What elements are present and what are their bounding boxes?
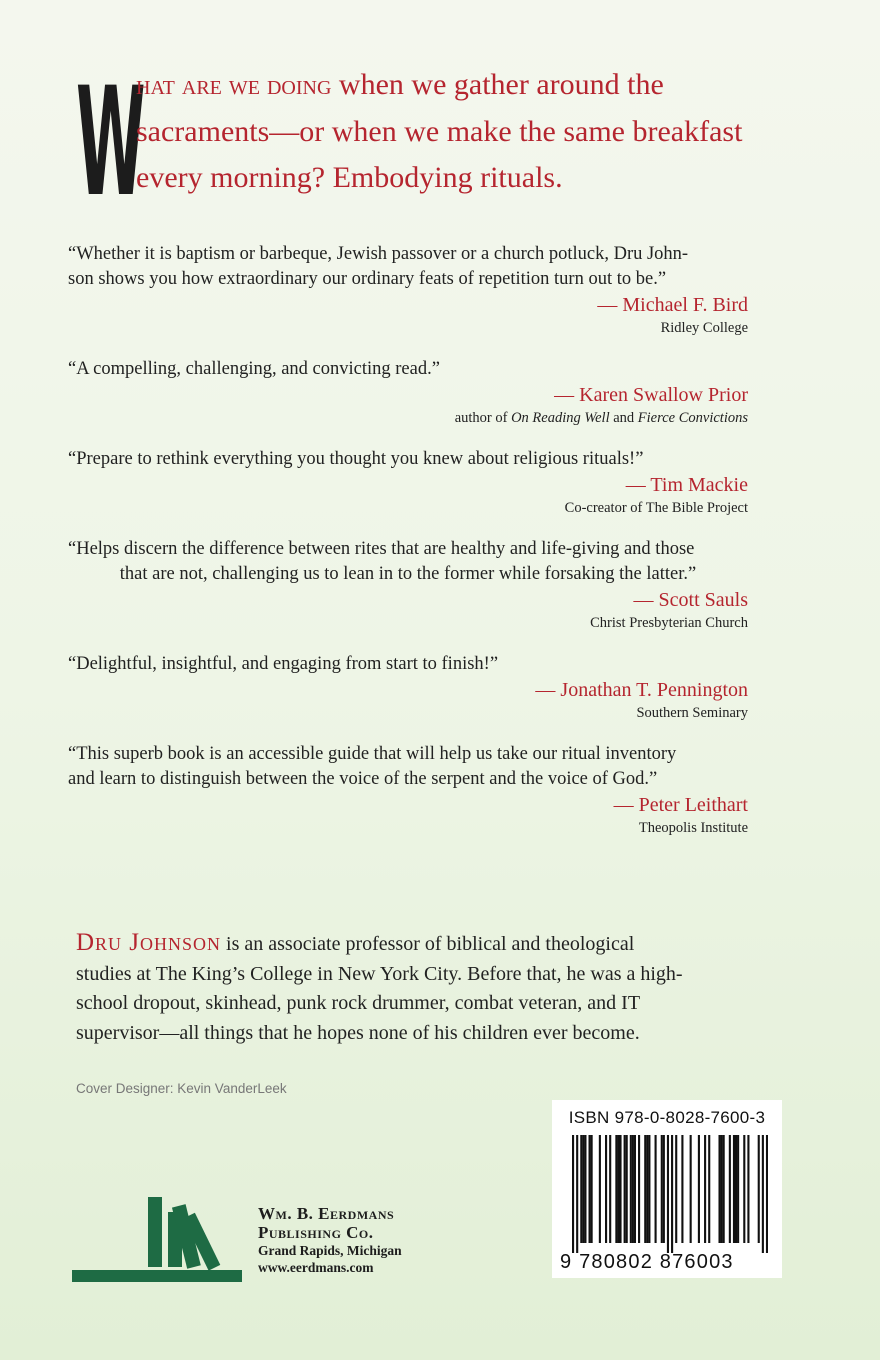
quote-text bbox=[68, 447, 748, 472]
barcode-bar bbox=[671, 1135, 673, 1253]
drop-cap-letter: W bbox=[76, 56, 145, 230]
attribution bbox=[68, 678, 748, 723]
barcode-bar bbox=[661, 1135, 663, 1243]
attribution bbox=[68, 293, 748, 338]
endorsement-pennington bbox=[68, 652, 748, 723]
endorsements bbox=[68, 242, 748, 857]
barcode-bar bbox=[648, 1135, 650, 1243]
barcode-bar bbox=[615, 1135, 617, 1243]
barcode-bar bbox=[718, 1135, 720, 1243]
affiliation-prefix: author of bbox=[454, 410, 512, 426]
publisher-info bbox=[258, 1204, 402, 1276]
barcode-bar bbox=[591, 1135, 593, 1243]
attribution bbox=[68, 473, 748, 518]
quote-line: “Whether it is baptism or barbeque, Jewish passover or a church potluck, Dru John- bbox=[68, 244, 689, 264]
intro-lead-small-caps: hat are we doing bbox=[136, 70, 332, 101]
barcode-bar bbox=[632, 1135, 634, 1243]
barcode-bar bbox=[747, 1135, 749, 1243]
barcode-digits: 9 780802 876003 bbox=[560, 1251, 734, 1273]
quote-text bbox=[68, 242, 748, 292]
endorsement-mackie bbox=[68, 447, 748, 518]
bio-line-3: school dropout, skinhead, punk rock drummer, combat veteran, and IT bbox=[76, 992, 641, 1014]
intro-line-1-rest: when we gather around the bbox=[331, 68, 664, 101]
publisher-name-line-1: Wm. B. Eerdmans bbox=[258, 1204, 395, 1223]
endorser-name: — Karen Swallow Prior bbox=[554, 384, 748, 406]
endorser-name: — Scott Sauls bbox=[633, 589, 748, 611]
barcode-bar bbox=[729, 1135, 731, 1243]
book-title: On Reading Well bbox=[511, 410, 610, 426]
barcode-bar bbox=[663, 1135, 665, 1243]
barcode-bar bbox=[743, 1135, 745, 1243]
barcode-bar bbox=[708, 1135, 710, 1243]
isbn-barcode bbox=[552, 1100, 782, 1278]
barcode-bar bbox=[605, 1135, 607, 1243]
barcode-bars bbox=[572, 1135, 768, 1253]
barcode-bar bbox=[630, 1135, 632, 1243]
endorser-name: — Michael F. Bird bbox=[597, 294, 748, 316]
bio-line-1 bbox=[76, 928, 776, 960]
endorser-name: — Tim Mackie bbox=[625, 474, 748, 496]
quote-text bbox=[68, 652, 748, 677]
attribution bbox=[68, 793, 748, 838]
barcode-bar bbox=[704, 1135, 706, 1243]
bio-line-4: supervisor—all things that he hopes none of his children ever become. bbox=[76, 1021, 640, 1044]
barcode-bar bbox=[733, 1135, 735, 1243]
quote-line: “A compelling, challenging, and convicting read.” bbox=[68, 359, 440, 379]
barcode-bar bbox=[580, 1135, 582, 1243]
endorsement-prior bbox=[68, 357, 748, 428]
barcode-bar bbox=[644, 1135, 646, 1243]
quote-text bbox=[68, 357, 748, 382]
quote-line: “Helps discern the difference between rites that are healthy and life-giving and those bbox=[68, 539, 695, 559]
barcode-bar bbox=[638, 1135, 640, 1243]
endorsement-bird bbox=[68, 242, 748, 338]
barcode-bar bbox=[576, 1135, 578, 1253]
quote-line: “This superb book is an accessible guide that will help us take our ritual inventory bbox=[68, 744, 677, 764]
affiliation-conjunction: and bbox=[609, 410, 638, 426]
quote-text bbox=[68, 537, 748, 587]
barcode-bar bbox=[723, 1135, 725, 1243]
intro-line-3: every morning? Embodying rituals. bbox=[136, 161, 563, 194]
barcode-bar bbox=[758, 1135, 760, 1243]
endorsement-sauls bbox=[68, 537, 748, 633]
quote-line: “Prepare to rethink everything you thought you knew about religious rituals!” bbox=[68, 449, 644, 469]
intro-line-1 bbox=[136, 62, 846, 109]
barcode-bar bbox=[690, 1135, 692, 1243]
barcode-bar bbox=[582, 1135, 584, 1243]
barcode-bar bbox=[698, 1135, 700, 1243]
intro-paragraph bbox=[136, 62, 846, 201]
endorser-affiliation: Christ Presbyterian Church bbox=[590, 615, 748, 631]
cover-designer-credit: Cover Designer: Kevin VanderLeek bbox=[76, 1081, 287, 1096]
barcode-bar bbox=[675, 1135, 677, 1243]
endorser-affiliation: Ridley College bbox=[660, 320, 748, 336]
quote-line: son shows you how extraordinary our ordinary feats of repetition turn out to be.” bbox=[68, 269, 667, 289]
barcode-bar bbox=[735, 1135, 737, 1243]
bio-line-2: studies at The King’s College in New York City. Before that, he was a high- bbox=[76, 962, 683, 985]
publisher-city: Grand Rapids, Michigan bbox=[258, 1243, 402, 1258]
isbn-label: ISBN 978-0-8028-7600-3 bbox=[568, 1108, 766, 1127]
endorser-affiliation: Southern Seminary bbox=[636, 705, 748, 721]
intro-line-2: sacraments—or when we make the same breakfast bbox=[136, 115, 743, 148]
barcode-bar bbox=[737, 1135, 739, 1243]
endorser-affiliation: Theopolis Institute bbox=[638, 820, 748, 836]
publisher-name-line-2: Publishing Co. bbox=[258, 1223, 374, 1242]
endorser-affiliation bbox=[68, 408, 748, 428]
quote-line: and learn to distinguish between the voice of the serpent and the voice of God.” bbox=[68, 769, 658, 789]
bio-line-1-rest: is an associate professor of biblical and theological bbox=[221, 933, 635, 955]
attribution bbox=[68, 588, 748, 633]
barcode-bar bbox=[617, 1135, 619, 1243]
quote-line: “Delightful, insightful, and engaging from start to finish!” bbox=[68, 654, 499, 674]
barcode-bar bbox=[646, 1135, 648, 1243]
barcode-bar bbox=[624, 1135, 626, 1243]
endorser-name: — Jonathan T. Pennington bbox=[535, 679, 748, 701]
publisher-website: www.eerdmans.com bbox=[258, 1260, 374, 1275]
barcode-bar bbox=[766, 1135, 768, 1253]
barcode-bar bbox=[619, 1135, 621, 1243]
author-bio bbox=[76, 928, 776, 1048]
book-title: Fierce Convictions bbox=[637, 410, 748, 426]
barcode-bar bbox=[572, 1135, 574, 1253]
barcode-bar bbox=[609, 1135, 611, 1243]
barcode-bar bbox=[721, 1135, 723, 1243]
barcode-bar bbox=[655, 1135, 657, 1243]
barcode-bar bbox=[634, 1135, 636, 1243]
barcode-bar bbox=[667, 1135, 669, 1253]
quote-text bbox=[68, 742, 748, 792]
publisher-books-logo-icon bbox=[72, 1190, 242, 1282]
attribution bbox=[68, 383, 748, 428]
barcode-bar bbox=[626, 1135, 628, 1243]
author-name: Dru Johnson bbox=[76, 929, 222, 956]
barcode-bar bbox=[589, 1135, 591, 1243]
endorser-name: — Peter Leithart bbox=[613, 794, 748, 816]
quote-line: that are not, challenging us to lean in to the former while forsaking the latter.” bbox=[119, 564, 697, 584]
barcode-bar bbox=[599, 1135, 601, 1243]
endorsement-leithart bbox=[68, 742, 748, 838]
endorser-affiliation: Co-creator of The Bible Project bbox=[564, 500, 748, 516]
barcode-bar bbox=[584, 1135, 586, 1243]
barcode-bar bbox=[681, 1135, 683, 1243]
barcode-bar bbox=[762, 1135, 764, 1253]
